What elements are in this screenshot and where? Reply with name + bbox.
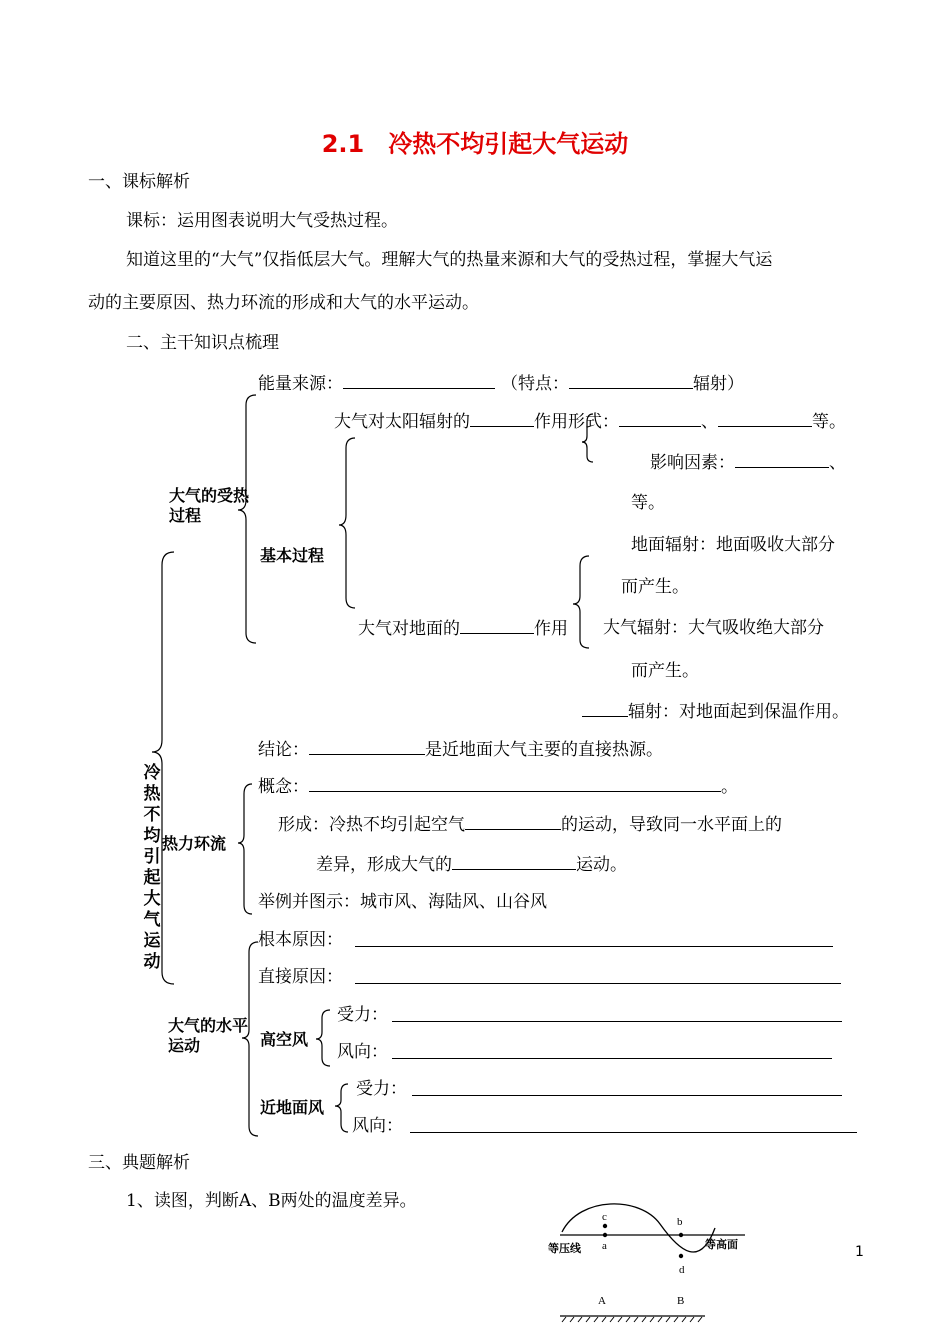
ground-radiation-line-2: 而产生。 xyxy=(621,577,689,597)
formation-line-1: 形成：冷热不均引起空气 的运动，导致同一水平面上的 xyxy=(278,815,782,835)
thermal-circulation-label: 热力环流 xyxy=(162,834,227,853)
isohypse-label: 等高面 xyxy=(705,1238,738,1251)
label-c: c xyxy=(602,1211,607,1223)
atm-on-solar-line: 大气对太阳辐射的 作用形式： 、 等。 xyxy=(334,412,846,432)
formation-line-2: 差异，形成大气的 运动。 xyxy=(316,855,627,875)
section1-heading: 一、课标解析 xyxy=(88,172,190,192)
factors-etc: 等。 xyxy=(631,493,665,513)
page-title: 2.1 冷热不均引起大气运动 xyxy=(321,130,629,158)
section3-heading: 三、典题解析 xyxy=(88,1153,190,1173)
page-number: 1 xyxy=(855,1244,864,1260)
direct-cause-label: 直接原因： xyxy=(258,967,343,987)
concept-line: 概念： 。 xyxy=(258,777,738,797)
section2-heading: 二、主干知识点梳理 xyxy=(126,333,279,353)
desc-line-2: 动的主要原因、热力环流的形成和大气的水平运动。 xyxy=(88,293,479,313)
atm-on-ground-line: 大气对地面的 作用 xyxy=(358,619,568,639)
examples-line: 举例并图示：城市风、海陆风、山谷风 xyxy=(258,892,547,912)
atm-radiation-line-1: 大气辐射：大气吸收绝大部分 xyxy=(603,618,824,638)
surface-direction-label: 风向： xyxy=(352,1116,403,1136)
standard-text: 课标：运用图表说明大气受热过程。 xyxy=(126,211,398,231)
label-A: A xyxy=(598,1295,606,1307)
factors-line: 影响因素： 、 xyxy=(650,453,846,473)
label-B: B xyxy=(677,1295,685,1307)
horizontal-motion-label: 大气的水平运动 xyxy=(168,1016,249,1055)
isobar-curve xyxy=(562,1204,715,1252)
desc-line-1: 知道这里的“大气”仅指低层大气。理解大气的热量来源和大气的受热过程，掌握大气运 xyxy=(126,250,773,270)
label-a: a xyxy=(602,1240,607,1252)
isobar-label: 等压线 xyxy=(548,1242,581,1255)
basic-process-label: 基本过程 xyxy=(260,546,325,565)
label-d: d xyxy=(679,1264,685,1276)
conclusion-line: 结论： 是近地面大气主要的直接热源。 xyxy=(258,740,663,760)
heating-process-label: 大气的受热过程 xyxy=(169,486,250,525)
upper-force-label: 受力： xyxy=(337,1005,388,1025)
counter-radiation-line: 辐射：对地面起到保温作用。 xyxy=(582,700,849,723)
upper-wind-label: 高空风 xyxy=(260,1030,309,1049)
root-cause-label: 根本原因： xyxy=(258,930,343,950)
main-topic-label: 冷热不均引起大气运动 xyxy=(143,763,161,972)
question-1: 1、读图，判断A、B两处的温度差异。 xyxy=(126,1191,417,1211)
energy-source-line: 能量来源： （特点： 辐射） xyxy=(258,374,744,394)
surface-force-label: 受力： xyxy=(356,1079,407,1099)
upper-direction-label: 风向： xyxy=(337,1042,388,1062)
atm-radiation-line-2: 而产生。 xyxy=(631,661,699,681)
surface-wind-label: 近地面风 xyxy=(260,1098,325,1117)
label-b: b xyxy=(677,1216,683,1228)
ground-radiation-line-1: 地面辐射：地面吸收大部分 xyxy=(631,535,835,555)
